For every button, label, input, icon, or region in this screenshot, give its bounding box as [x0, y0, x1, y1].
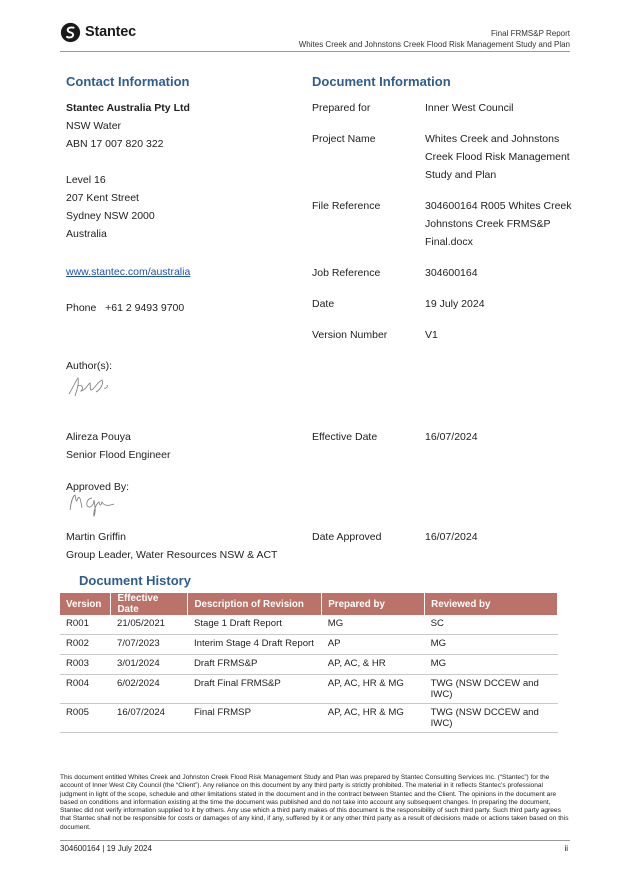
job-reference-label: Job Reference: [312, 267, 381, 279]
approver-title: Group Leader, Water Resources NSW & ACT: [66, 549, 278, 561]
file-reference-line: Final.docx: [425, 236, 473, 248]
date-approved-value: 16/07/2024: [425, 531, 478, 543]
table-cell: AP, AC, HR & MG: [322, 675, 425, 704]
table-cell: Draft Final FRMS&P: [188, 675, 322, 704]
effective-date-label: Effective Date: [312, 431, 378, 443]
job-reference-value: 304600164: [425, 267, 478, 279]
footer-divider: [60, 840, 570, 841]
table-cell: 6/02/2024: [111, 675, 188, 704]
date-approved-label: Date Approved: [312, 531, 382, 543]
approver-block: [66, 528, 277, 564]
prepared-for-value: Inner West Council: [425, 102, 514, 114]
table-cell: R004: [60, 675, 111, 704]
table-cell: 7/07/2023: [111, 635, 188, 655]
table-cell: 21/05/2021: [111, 615, 188, 635]
report-title: Final FRMS&P Report: [491, 29, 570, 38]
approved-by-label: Approved By:: [66, 481, 130, 493]
table-cell: 3/01/2024: [111, 655, 188, 675]
table-cell: Interim Stage 4 Draft Report: [188, 635, 322, 655]
version-number-value: V1: [425, 329, 438, 341]
website-link[interactable]: www.stantec.com/australia: [66, 266, 191, 278]
page-number: ii: [564, 844, 568, 853]
approver-signature: [66, 490, 136, 518]
table-header-row: [60, 593, 558, 615]
effective-date-value: 16/07/2024: [425, 431, 478, 443]
document-history-table: [60, 593, 558, 733]
table-cell: Stage 1 Draft Report: [188, 615, 322, 635]
company-abn: ABN 17 007 820 322: [66, 138, 164, 150]
table-cell: R002: [60, 635, 111, 655]
project-name-label: Project Name: [312, 133, 376, 145]
stantec-logo: [60, 20, 150, 44]
approver-name: Martin Griffin: [66, 531, 126, 543]
date-label: Date: [312, 298, 335, 310]
contact-block: [66, 99, 296, 243]
table-cell: SC: [425, 615, 558, 635]
stantec-logo-icon: [60, 22, 81, 43]
project-name-line: Whites Creek and Johnstons: [425, 133, 560, 145]
report-subtitle: Whites Creek and Johnstons Creek Flood Risk Management Study and Plan: [298, 40, 570, 49]
footer-reference: 304600164 | 19 July 2024: [60, 844, 152, 853]
table-cell: Draft FRMS&P: [188, 655, 322, 675]
author-block: [66, 428, 170, 464]
table-row: [60, 655, 558, 675]
table-cell: AP, AC, HR & MG: [322, 704, 425, 733]
project-name-value: [425, 130, 570, 184]
project-name-line: Study and Plan: [425, 169, 497, 181]
version-number-label: Version Number: [312, 329, 388, 341]
table-cell: AP: [322, 635, 425, 655]
contact-heading: Contact Information: [66, 74, 190, 89]
header-divider: [60, 51, 570, 52]
phone-number: Phone +61 2 9493 9700: [66, 302, 185, 314]
file-reference-line: 304600164 R005 Whites Creek: [425, 200, 572, 212]
date-value: 19 July 2024: [425, 298, 485, 310]
document-history-heading: Document History: [79, 573, 191, 588]
header-report-info: [299, 28, 570, 50]
table-cell: Final FRMSP: [188, 704, 322, 733]
brand-name: Stantec: [85, 24, 136, 40]
company-division: NSW Water: [66, 120, 122, 132]
column-header: Description of Revision: [188, 593, 322, 615]
file-reference-value: [425, 197, 572, 251]
author-title: Senior Flood Engineer: [66, 449, 171, 461]
address-line: 207 Kent Street: [66, 192, 139, 204]
project-name-line: Creek Flood Risk Management: [425, 151, 570, 163]
column-header: Version: [60, 593, 111, 615]
file-reference-label: File Reference: [312, 200, 381, 212]
table-row: [60, 615, 558, 635]
column-header: Prepared by: [322, 593, 425, 615]
table-row: [60, 675, 558, 704]
table-row: [60, 635, 558, 655]
table-cell: R005: [60, 704, 111, 733]
address-line: Sydney NSW 2000: [66, 210, 155, 222]
column-header: Effective Date: [111, 593, 188, 615]
prepared-for-label: Prepared for: [312, 102, 371, 114]
table-row: [60, 704, 558, 733]
table-cell: R003: [60, 655, 111, 675]
author-name: Alireza Pouya: [66, 431, 131, 443]
column-header: Reviewed by: [425, 593, 558, 615]
address-line: Australia: [66, 228, 107, 240]
document-info-heading: Document Information: [312, 74, 451, 89]
table-cell: MG: [425, 635, 558, 655]
address-line: Level 16: [66, 174, 106, 186]
file-reference-line: Johnstons Creek FRMS&P: [425, 218, 551, 230]
table-cell: TWG (NSW DCCEW and IWC): [425, 704, 558, 733]
disclaimer-text: This document entitled Whites Creek and Johnston Creek Flood Risk Management Study and Plan was prepared by Stantec Consulting Services Inc. (“Stantec”) for the account of Inner West City Council (the “Client”). Any reliance on this document by any third party is strictly prohibited. The material in it reflects Stantec’s professional judgment in light of the scope, schedule and other limitations stated in the document and in the contract between Stantec and the Client. The opinions in the document are based on conditions and information existing at the time the document was published and do not take into account any subsequent changes. In preparing the document, Stantec did not verify information supplied to it by others. Any use which a third party makes of this document is the responsibility of such third party. Such third party agrees that Stantec shall not be responsible for costs or damages of any kind, if any, suffered by it or any other third party as a result of decisions made or actions taken based on this document.: [60, 774, 569, 831]
table-cell: MG: [322, 615, 425, 635]
table-cell: R001: [60, 615, 111, 635]
table-cell: 16/07/2024: [111, 704, 188, 733]
table-cell: AP, AC, & HR: [322, 655, 425, 675]
authors-label: Author(s):: [66, 360, 113, 372]
author-signature: [66, 372, 116, 400]
company-name: Stantec Australia Pty Ltd: [66, 102, 190, 114]
table-cell: MG: [425, 655, 558, 675]
table-cell: TWG (NSW DCCEW and IWC): [425, 675, 558, 704]
